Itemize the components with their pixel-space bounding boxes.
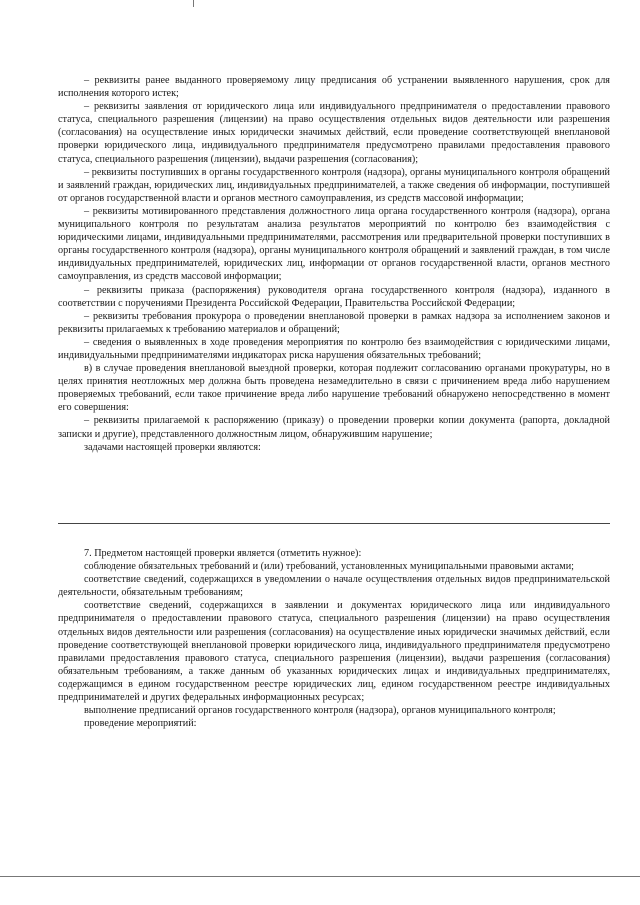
section-heading: 7. Предметом настоящей проверки является (отметить нужное):: [84, 548, 362, 559]
paragraph: соответствие сведений, содержащихся в уведомлении о начале осуществления отдельных видов предпринимательской деятельности, обязательным требованиям;: [58, 574, 610, 599]
paragraph: – реквизиты ранее выданного проверяемому лицу предписания об устранении выявленного нарушения, срок для исполнения которого истек;: [58, 75, 610, 100]
paragraph: – реквизиты требования прокурора о проведении внеплановой проверки в рамках надзора за исполнением законов и реквизиты прилагаемых к требованию материалов и обращений;: [58, 310, 610, 335]
grounds-section: [58, 74, 610, 454]
paragraph: соответствие сведений, содержащихся в заявлении и документах юридического лица или индивидуального предпринимателя о предоставлении правового статуса, специального разрешения (лицензии) на право осуществления отдельных видов деятельности или разрешения (согласования) на осуществление иных юридически значимых действий, если проведение соответствующей внеплановой проверки юридического лица, индивидуального предпринимателя предусмотрено правилами предоставления правового статуса, специального разрешения (лицензии), выдачи разрешения (согласования) обязательным требованиям, а также данным об указанных юридических лицах и индивидуальных предпринимателях, содержащимся в едином государственном реестре юридических лиц, едином государственном реестре индивидуальных предпринимателей и других федеральных информационных ресурсах;: [58, 600, 610, 704]
subject-section: [58, 547, 610, 730]
scan-mark: [193, 0, 194, 7]
paragraph: – реквизиты приказа (распоряжения) руководителя органа государственного контроля (надзора), изданного в соответствии с поручениями Президента Российской Федерации, Правительства Российской Федерации;: [58, 284, 610, 309]
paragraph: – реквизиты заявления от юридического лица или индивидуального предпринимателя о предоставлении правового статуса, специального разрешения (лицензии) на право осуществления отдельных видов деятельности или разрешения (согласования) на осуществление иных юридически значимых действий, если проведение соответствующей внеплановой проверки юридического лица, индивидуального предпринимателя предусмотрено правилами предоставления правового статуса, специального разрешения (лицензии), выдачи разрешения (согласования);: [58, 101, 610, 165]
paragraph: соблюдение обязательных требований и (или) требований, установленных муниципальными правовыми актами;: [84, 561, 575, 573]
paragraph: – реквизиты прилагаемой к распоряжению (приказу) о проведении проверки копии документа (рапорта, докладной записки и другие), представленного должностным лицом, обнаружившим нарушение;: [58, 415, 610, 440]
paragraph: в) в случае проведения внеплановой выездной проверки, которая подлежит согласованию органами прокуратуры, но в целях принятия неотложных мер должна быть проведена незамедлительно в связи с причинением вреда либо нарушением проверяемых требований, если такое причинение вреда либо нарушение требований обнаружено непосредственно в момент его совершения:: [58, 363, 610, 414]
paragraph: – реквизиты поступивших в органы государственного контроля (надзора), органы муниципального контроля обращений и заявлений граждан, юридических лиц, индивидуальных предпринимателей, а также сведения об информации, поступившей от органов государственной власти и органов местного самоуправления, из средств массовой информации;: [58, 166, 610, 204]
paragraph: – сведения о выявленных в ходе проведения мероприятия по контролю без взаимодействия с юридическими лицами, индивидуальными предпринимателями индикаторах риска нарушения обязательных требований;: [58, 336, 610, 361]
scan-edge-line: [0, 876, 640, 877]
paragraph: – реквизиты мотивированного представления должностного лица органа государственного контроля (надзора), органа муниципального контроля по результатам анализа результатов мероприятий по контролю без взаимодействия с юридическими лицами, индивидуальными предпринимателями, рассмотрения или предварительной проверки поступивших в органы государственного контроля (надзора), органы муниципального контроля обращений и заявлений граждан, в том числе индивидуальных предпринимателей, юридических лиц, информации от органов государственной власти, органов местного самоуправления, из средств массовой информации;: [58, 205, 610, 283]
tasks-label: задачами настоящей проверки являются:: [84, 441, 261, 453]
fill-in-line: [58, 523, 610, 524]
paragraph: выполнение предписаний органов государственного контроля (надзора), органов муниципального контроля;: [84, 705, 556, 717]
paragraph: проведение мероприятий:: [84, 718, 197, 730]
